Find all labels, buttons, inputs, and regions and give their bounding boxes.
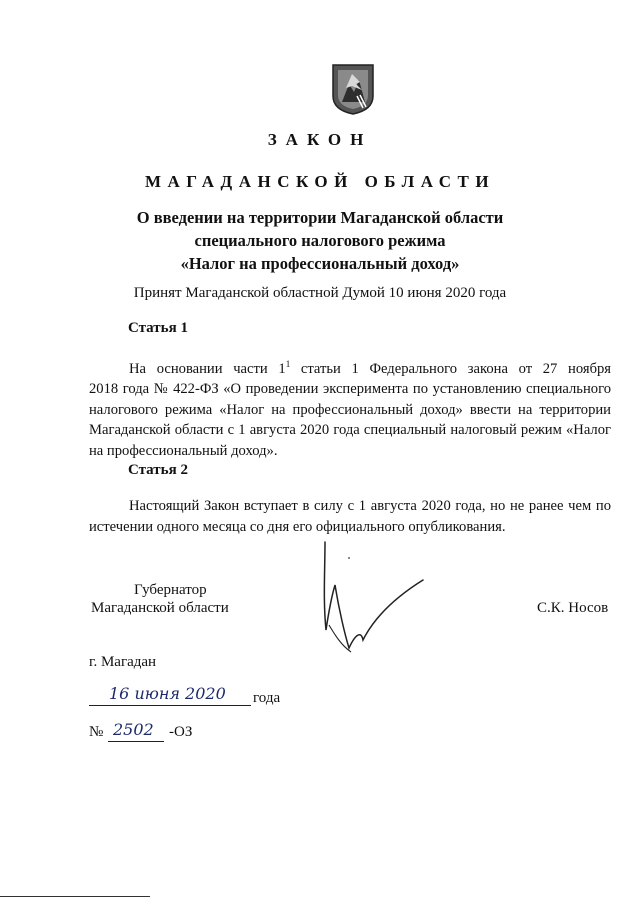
number-handwritten: 2502 xyxy=(113,720,154,739)
law-heading xyxy=(0,206,640,275)
governor-title: Губернатор xyxy=(134,582,207,598)
region-title: МАГАДАНСКОЙ ОБЛАСТИ xyxy=(144,172,496,191)
signing-date xyxy=(89,684,309,710)
law-number xyxy=(89,718,229,744)
article-1-text-start: На основании части 1 xyxy=(129,360,286,377)
number-suffix: -ОЗ xyxy=(169,724,193,740)
governor-name: С.К. Носов xyxy=(537,600,609,616)
article-2-title: Статья 2 xyxy=(128,462,188,478)
article-1-text xyxy=(89,354,611,461)
heading-line: О введении на территории Магаданской области xyxy=(136,208,504,227)
governor-signature xyxy=(305,540,435,660)
heading-line: специального налогового режима xyxy=(194,231,446,250)
article-1-title: Статья 1 xyxy=(128,320,188,336)
coat-of-arms-emblem xyxy=(330,62,376,116)
number-line xyxy=(108,741,164,742)
article-2-paragraph: Настоящий Закон вступает в силу с 1 августа 2020 года, но не ранее чем по истечении одного месяца со дня его официального опубликования. xyxy=(89,498,611,535)
footer-rule xyxy=(0,896,150,897)
adoption-note: Принят Магаданской областной Думой 10 июня 2020 года xyxy=(133,285,507,301)
heading-line: «Налог на профессиональный доход» xyxy=(180,254,460,273)
article-1-text-cont: статьи 1 Федерального закона от 27 ноября xyxy=(290,360,612,377)
number-sign: № xyxy=(89,724,104,740)
part-superscript: 1 xyxy=(285,359,291,369)
date-line xyxy=(89,705,251,706)
article-1-first-line xyxy=(89,354,611,379)
article-1-rest: 2018 года № 422-ФЗ «О проведении эксперимента по установлению специального налогового режима «Налог на профессиональный доход» ввести на территории Магаданской области с 1 августа 2020 года специальный налоговый режим «Налог на профессиональный доход». xyxy=(89,381,611,459)
date-suffix: года xyxy=(253,690,281,706)
city: г. Магадан xyxy=(89,654,157,670)
article-2-text xyxy=(89,496,611,537)
law-title: ЗАКОН xyxy=(267,130,373,149)
region-name: Магаданской области xyxy=(91,600,229,616)
date-handwritten: 16 июня 2020 xyxy=(109,684,226,703)
